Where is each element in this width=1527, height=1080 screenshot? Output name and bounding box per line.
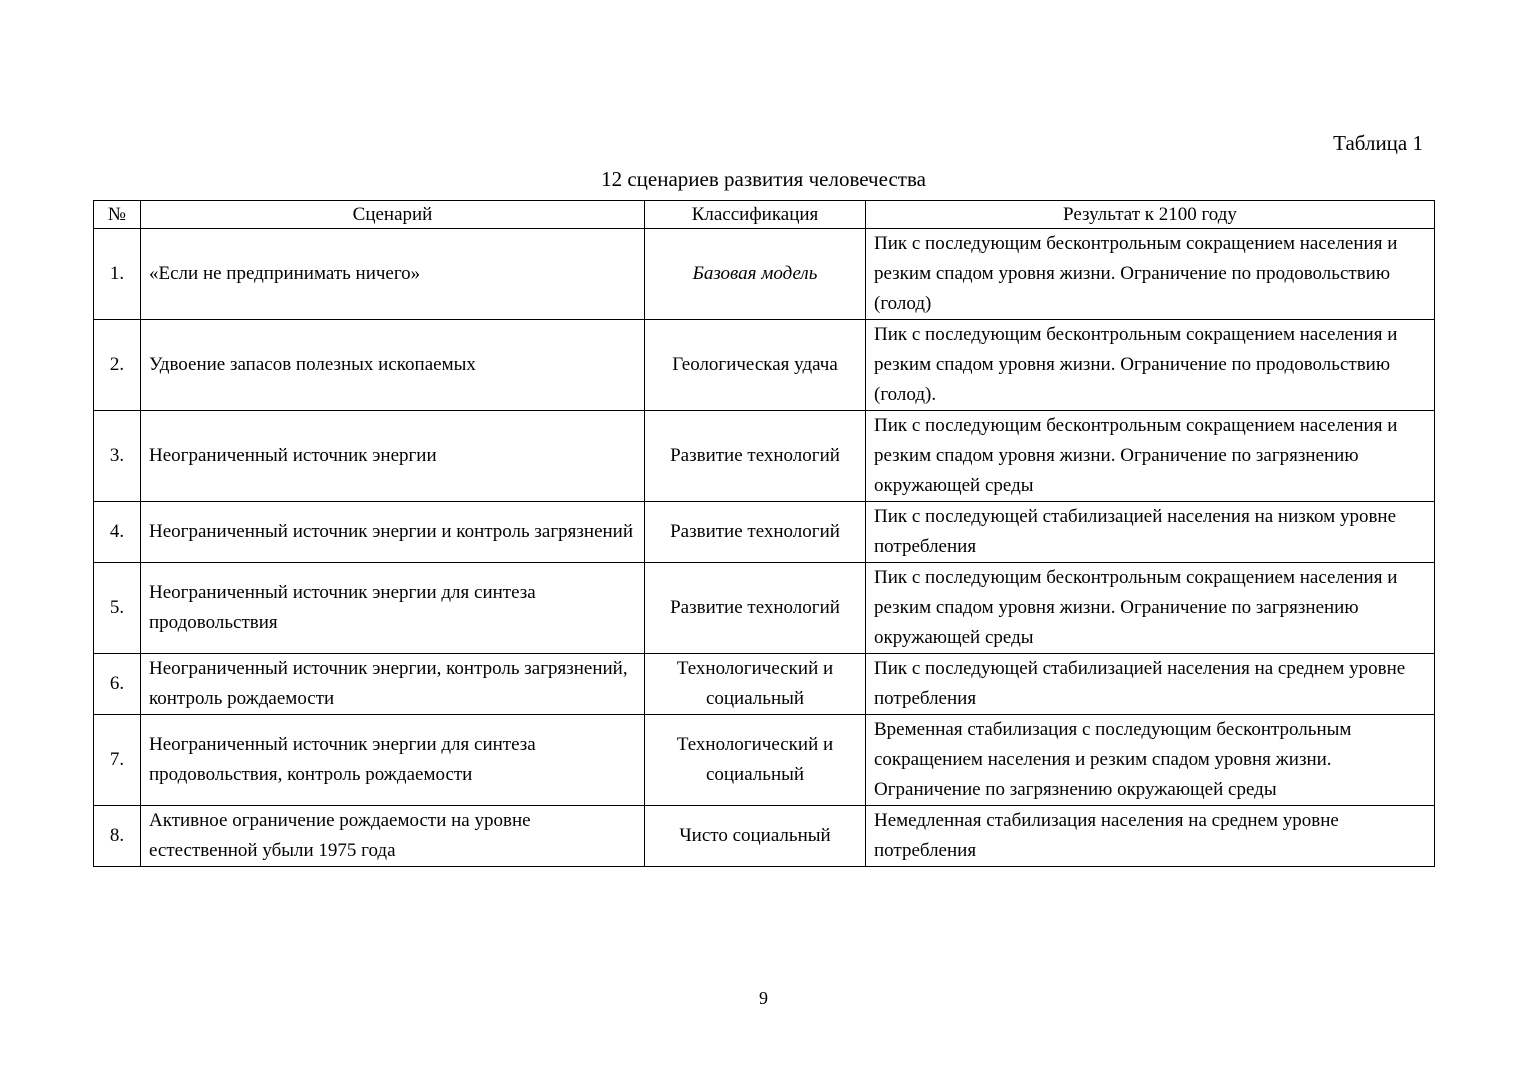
- scenario-cell: «Если не предпринимать ничего»: [141, 229, 645, 320]
- page-number: 9: [759, 988, 768, 1008]
- result-cell: Пик с последующей стабилизацией населения на среднем уровне потребления: [866, 654, 1435, 715]
- row-number: 6.: [94, 654, 141, 715]
- result-cell: Немедленная стабилизация населения на среднем уровне потребления: [866, 806, 1435, 867]
- header-num: №: [94, 201, 141, 229]
- row-number: 7.: [94, 715, 141, 806]
- table-row: [94, 411, 1435, 502]
- scenario-cell: Активное ограничение рождаемости на уровне естественной убыли 1975 года: [141, 806, 645, 867]
- classification-cell: Базовая модель: [645, 229, 866, 320]
- scenario-cell: Удвоение запасов полезных ископаемых: [141, 320, 645, 411]
- table-row: [94, 654, 1435, 715]
- table-row: [94, 320, 1435, 411]
- scenario-cell: Неограниченный источник энергии: [141, 411, 645, 502]
- scenario-cell: Неограниченный источник энергии для синтеза продовольствия, контроль рождаемости: [141, 715, 645, 806]
- classification-cell: Технологический и социальный: [645, 654, 866, 715]
- table-label: Таблица 1: [1333, 131, 1423, 155]
- table-header-row: [94, 201, 1435, 229]
- table-body: [94, 229, 1435, 867]
- result-cell: Пик с последующим бесконтрольным сокращением населения и резким спадом уровня жизни. Ограничение по загрязнению окружающей среды: [866, 411, 1435, 502]
- header-result: Результат к 2100 году: [866, 201, 1435, 229]
- row-number: 8.: [94, 806, 141, 867]
- row-number: 3.: [94, 411, 141, 502]
- row-number: 1.: [94, 229, 141, 320]
- header-scenario: Сценарий: [141, 201, 645, 229]
- classification-cell: Геологическая удача: [645, 320, 866, 411]
- scenario-cell: Неограниченный источник энергии и контроль загрязнений: [141, 502, 645, 563]
- table-row: [94, 563, 1435, 654]
- table-row: [94, 229, 1435, 320]
- result-cell: Пик с последующей стабилизацией населения на низком уровне потребления: [866, 502, 1435, 563]
- classification-cell: Чисто социальный: [645, 806, 866, 867]
- result-cell: Временная стабилизация с последующим бесконтрольным сокращением населения и резким спадом уровня жизни. Ограничение по загрязнению окружающей среды: [866, 715, 1435, 806]
- classification-cell: Развитие технологий: [645, 502, 866, 563]
- row-number: 5.: [94, 563, 141, 654]
- classification-cell: Технологический и социальный: [645, 715, 866, 806]
- result-cell: Пик с последующим бесконтрольным сокращением населения и резким спадом уровня жизни. Ограничение по продовольствию (голод).: [866, 320, 1435, 411]
- classification-cell: Развитие технологий: [645, 563, 866, 654]
- row-number: 2.: [94, 320, 141, 411]
- row-number: 4.: [94, 502, 141, 563]
- result-cell: Пик с последующим бесконтрольным сокращением населения и резким спадом уровня жизни. Ограничение по продовольствию (голод): [866, 229, 1435, 320]
- scenario-cell: Неограниченный источник энергии для синтеза продовольствия: [141, 563, 645, 654]
- result-cell: Пик с последующим бесконтрольным сокращением населения и резким спадом уровня жизни. Ограничение по загрязнению окружающей среды: [866, 563, 1435, 654]
- header-classification: Классификация: [645, 201, 866, 229]
- scenarios-table: [93, 200, 1435, 867]
- table-row: [94, 502, 1435, 563]
- table-row: [94, 715, 1435, 806]
- table-row: [94, 806, 1435, 867]
- classification-cell: Развитие технологий: [645, 411, 866, 502]
- table-title: 12 сценариев развития человечества: [601, 167, 926, 191]
- scenario-cell: Неограниченный источник энергии, контроль загрязнений, контроль рождаемости: [141, 654, 645, 715]
